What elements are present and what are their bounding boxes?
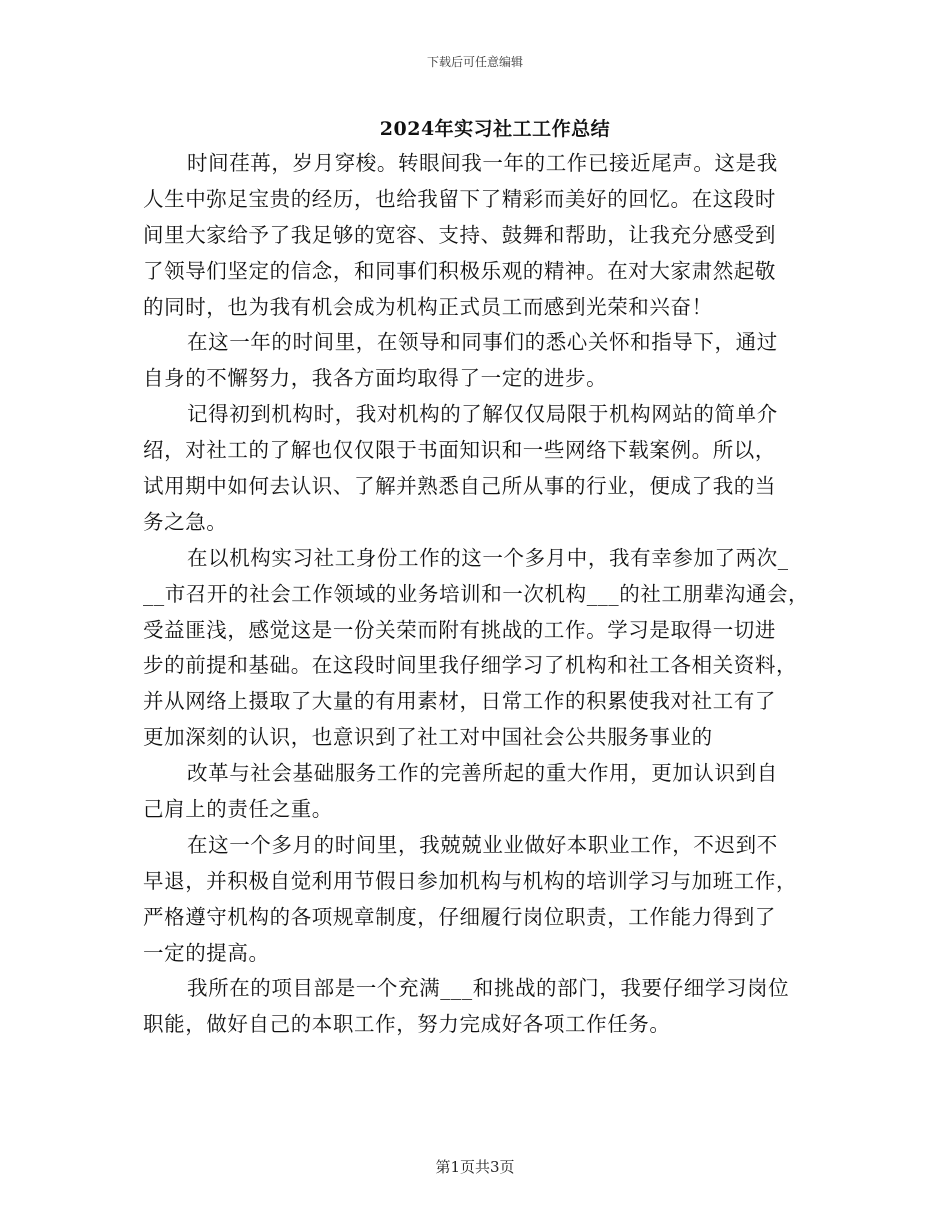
body-line: 绍，对社工的了解也仅仅限于书面知识和一些网络下载案例。所以， [143,438,776,463]
document-body [143,146,823,1043]
body-line: 的同时，也为我有机会成为机构正式员工而感到光荣和兴奋！ [143,294,713,319]
body-line: 己肩上的责任之重。 [143,797,333,822]
body-line: 间里大家给予了我足够的宽容、支持、鼓舞和帮助，让我充分感受到 [143,222,776,247]
body-line: __市召开的社会工作领域的业务培训和一次机构___的社工朋辈沟通会， [143,581,810,606]
body-line: 早退，并积极自觉利用节假日参加机构与机构的培训学习与加班工作， [143,868,798,893]
body-line: 我所在的项目部是一个充满___和挑战的部门，我要仔细学习岗位 [187,976,790,1001]
page-header-note: 下载后可任意编辑 [426,55,523,69]
body-line: 在这一个多月的时间里，我兢兢业业做好本职业工作，不迟到不 [187,832,778,857]
body-line: 受益匪浅，感觉这是一份关荣而附有挑战的工作。学习是取得一切进 [143,617,776,642]
body-line: 并从网络上摄取了大量的有用素材，日常工作的积累使我对社工有了 [143,689,776,714]
body-line: 记得初到机构时，我对机构的了解仅仅局限于机构网站的简单介 [187,402,778,427]
body-line: 时间荏苒，岁月穿梭。转眼间我一年的工作已接近尾声。这是我 [187,151,778,175]
body-line: 在这一年的时间里，在领导和同事们的悉心关怀和指导下，通过 [187,330,778,355]
body-line: 步的前提和基础。在这段时间里我仔细学习了机构和社工各相关资料， [143,653,798,678]
body-line: 在以机构实习社工身份工作的这一个多月中，我有幸参加了两次_ [187,545,789,570]
body-line: 试用期中如何去认识、了解并熟悉自己所从事的行业，便成了我的当 [143,474,776,499]
body-line: 改革与社会基础服务工作的完善所起的重大作用，更加认识到自 [187,761,778,786]
body-line: 一定的提高。 [143,940,270,965]
document-title: 2024年实习社工工作总结 [379,118,611,140]
body-line: 自身的不懈努力，我各方面均取得了一定的进步。 [143,366,608,391]
body-line: 人生中弥足宝贵的经历，也给我留下了精彩而美好的回忆。在这段时 [143,186,776,211]
page-number: 第1页共3页 [435,1158,515,1176]
body-line: 务之急。 [143,509,228,534]
body-line: 更加深刻的认识，也意识到了社工对中国社会公共服务事业的 [143,725,713,750]
body-line: 职能，做好自己的本职工作，努力完成好各项工作任务。 [143,1012,671,1037]
body-line: 严格遵守机构的各项规章制度，仔细履行岗位职责，工作能力得到了 [143,904,776,929]
body-line: 了领导们坚定的信念，和同事们积极乐观的精神。在对大家肃然起敬 [143,258,776,283]
